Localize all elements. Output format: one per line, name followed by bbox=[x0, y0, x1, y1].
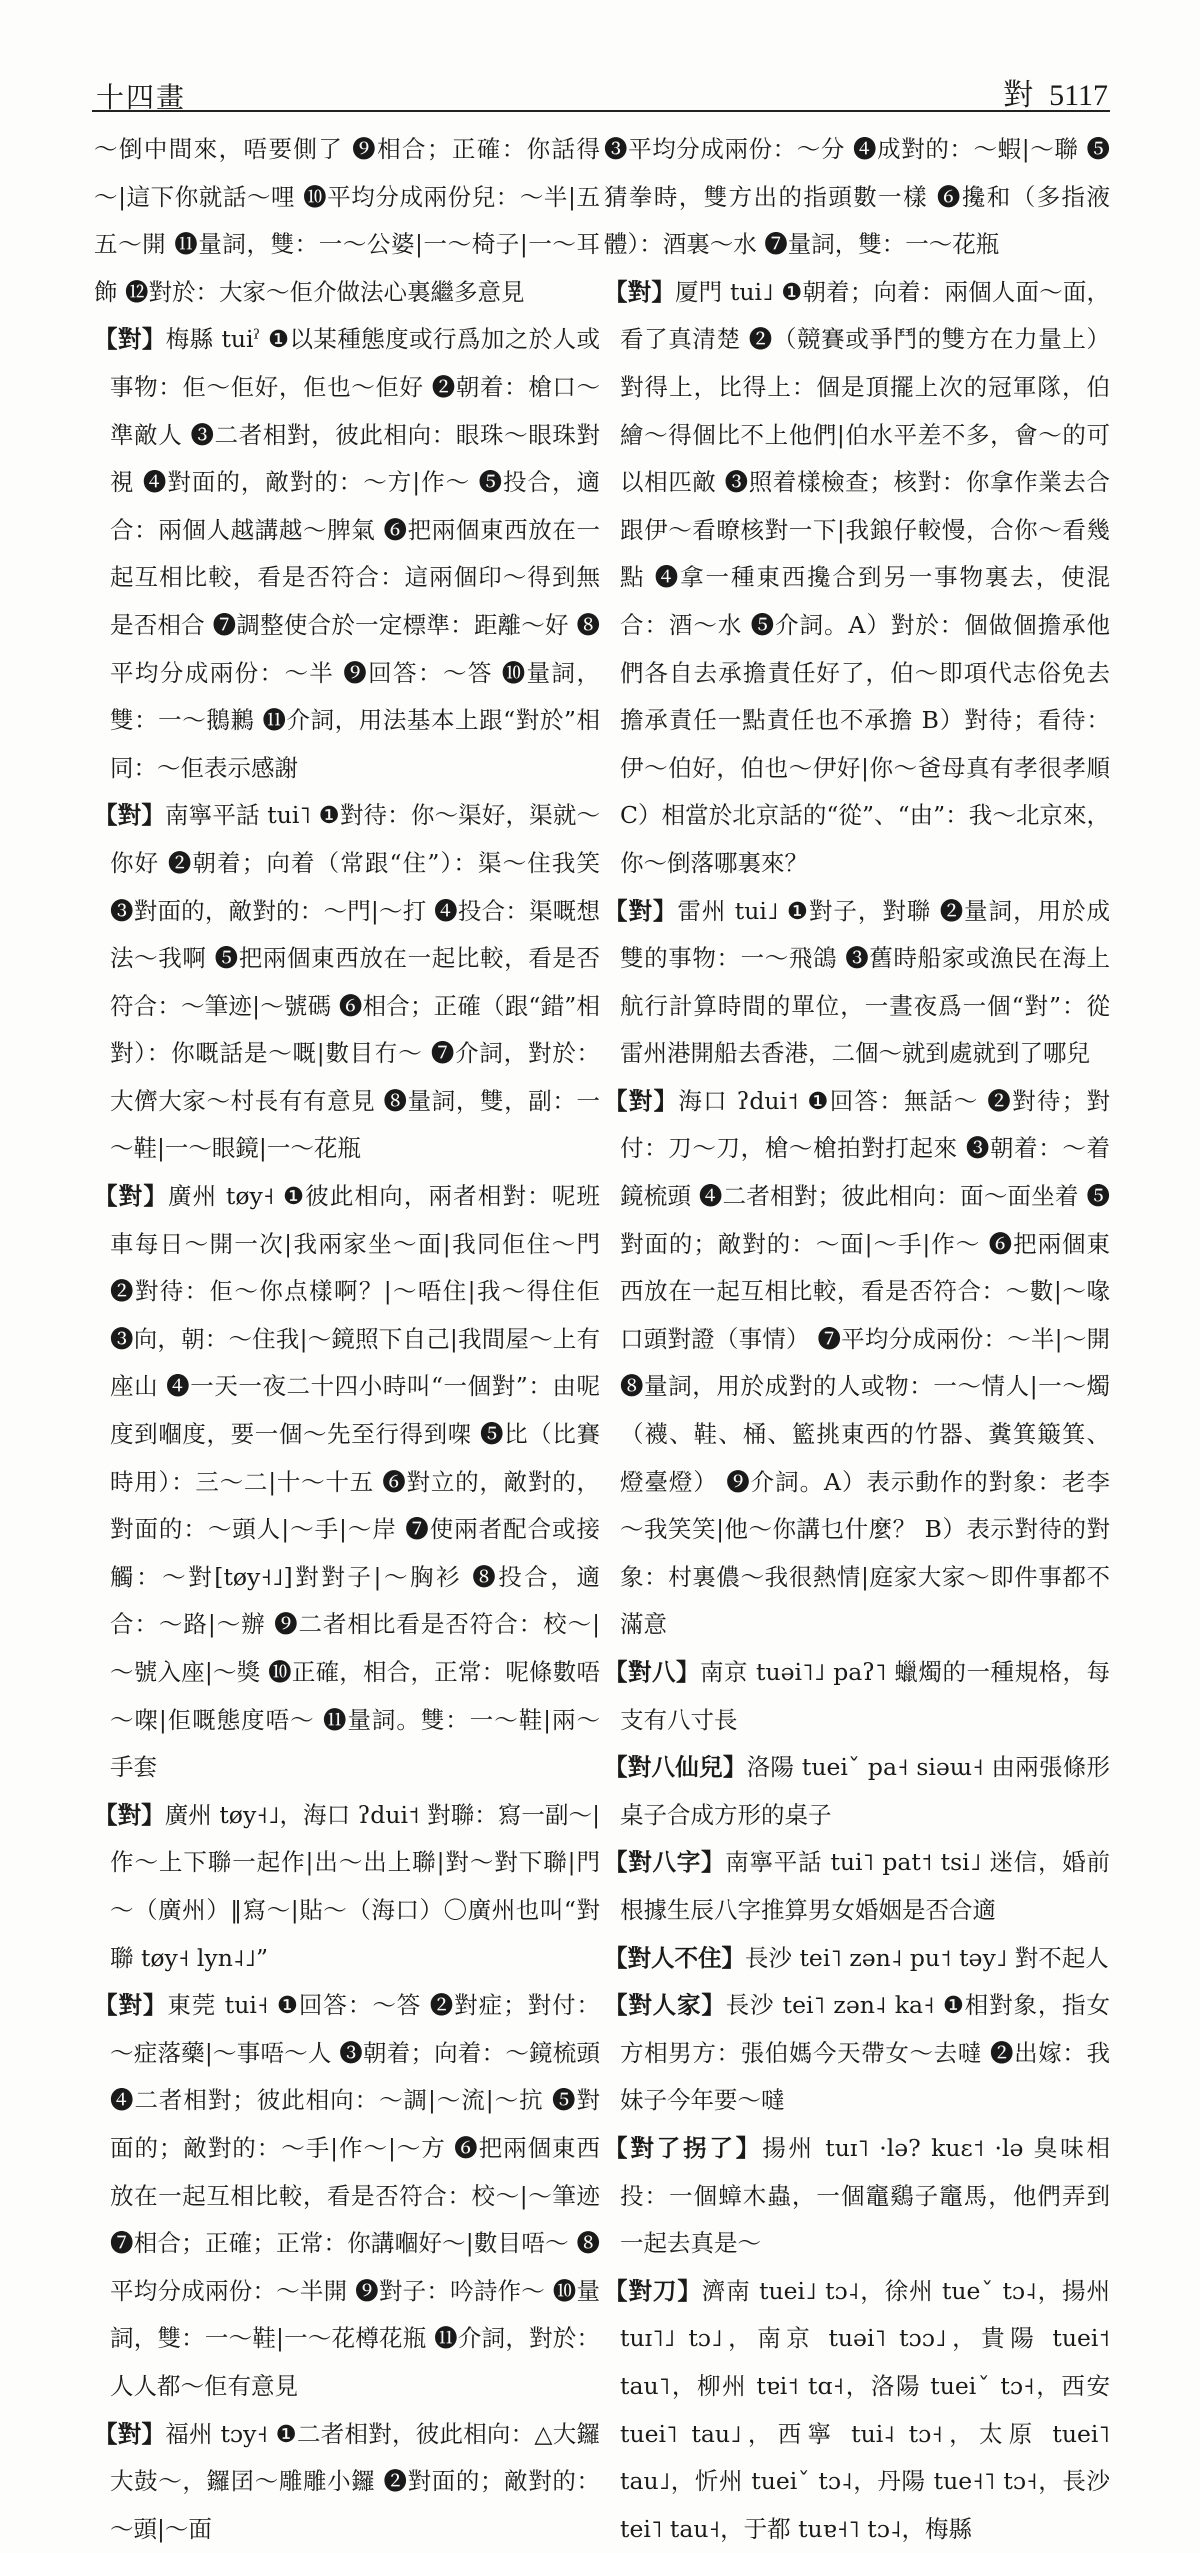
dictionary-entry bbox=[604, 888, 1110, 1078]
entry-headword: 【對】 bbox=[94, 801, 165, 829]
entry-text: 揚州 tuɪ˥ ·lə? kuɛ˦ ·lə 臭味相投：一個蟑木蟲，一個竈鷄子竈馬，他們弄到一起去真是～ bbox=[620, 2134, 1110, 2257]
entry-text: 雷州 tui˩ ❶對子，對聯 ❷量詞，用於成雙的事物：一～飛鴿 ❸舊時船家或漁民在海上航行計算時間的單位，一晝夜爲一個“對”：從雷州港開船去香港，二個～就到處就到了哪兒 bbox=[620, 897, 1110, 1068]
dictionary-entry bbox=[604, 1982, 1110, 2125]
entry-text: 南寧平話 tui˥ pat˦ tsi˩ 迷信，婚前根據生辰八字推算男女婚姻是否合適 bbox=[620, 1848, 1110, 1924]
right-column bbox=[604, 126, 1110, 1711]
entry-headword: 【對】 bbox=[94, 325, 166, 353]
dictionary-entry bbox=[604, 269, 1110, 888]
entry-text: 梅縣 tuiˀ ❶以某種態度或行爲加之於人或事物：佢～佢好，佢也～佢好 ❷朝着：槍口～準敵人 ❸二者相對，彼此相向：眼珠～眼珠對視 ❹對面的，敵對的：～方|作～ ❺投合，適合：兩個人越講越～脾氣 ❻把兩個東西放在一起互相比較，看是否符合：這兩個印～得到無是否相合 ❼調整使合於一定標準：距離～好 ❽平均分成兩份：～半 ❾回答：～答 ❿量詞，雙：一～鵝鶼 ⓫介詞，用法基本上跟“對於”相同：～佢表示感謝 bbox=[110, 325, 600, 781]
entry-text: 洛陽 tueiˇ pa˧ siəɯ˧ 由兩張條形桌子合成方形的桌子 bbox=[620, 1753, 1110, 1829]
entry-headword: 【對人不住】 bbox=[604, 1944, 745, 1972]
page-number: 5117 bbox=[1049, 79, 1108, 112]
entry-headword: 【對了拐了】 bbox=[604, 2134, 762, 2162]
entry-text: ～倒中間來，唔要側了 ❾相合；正確：你話得～|這下你就話～哩 ❿平均分成兩份兒：～半|五五～開 ⓫量詞，雙：一～公婆|一～椅子|一～耳飾 ⓬對於：大家～佢介做法心裏繼多意見 bbox=[94, 135, 600, 306]
entry-text: 海口 ʔdui˦ ❶回答：無話～ ❷對待；對付：刀～刀，槍～槍拍對打起來 ❸朝着：～着鏡梳頭 ❹二者相對；彼此相向：面～面坐着 ❺對面的；敵對的：～面|～手|作～ ❻把兩個東西放在一起互相比較，看是否符合：～數|～喙口頭對證（事情） ❼平均分成兩份：～半|～開 ❽量詞，用於成對的人或物：一～情人|一～燭（襪、鞋、桶、籃挑東西的竹器、糞箕簸箕、燈臺燈） ❾介詞。A）表示動作的對象：老李～我笑笑|他～你講乜什麼？ B）表示對待的對象：村裏儂～我很熱情|庭家大家～即件事都不滿意 bbox=[620, 1087, 1110, 1639]
entry-text: 長沙 tei˥ zən˨ pu˦ təy˩ 對不起人 bbox=[745, 1944, 1109, 1972]
entry-headword: 【對八】 bbox=[604, 1658, 700, 1686]
dictionary-entry bbox=[604, 1078, 1110, 1649]
section-label: 十四畫 bbox=[96, 76, 186, 116]
entry-headword: 【對】 bbox=[94, 1801, 165, 1829]
entry-text: 南京 tuəi˥˩ paʔ˥ 蠟燭的一種規格，每支有八寸長 bbox=[620, 1658, 1110, 1734]
dictionary-entry bbox=[94, 316, 600, 792]
dictionary-entry bbox=[604, 1649, 1110, 1744]
entry-text: 福州 tɔy˧ ❶二者相對，彼此相向：△大鑼大鼓～，鑼囝～雕雕小鑼 ❷對面的；敵對的：～頭|～面 bbox=[110, 2420, 600, 2543]
dictionary-entry bbox=[604, 1839, 1110, 1934]
entry-headword: 【對】 bbox=[604, 897, 677, 925]
dictionary-entry bbox=[604, 2125, 1110, 2268]
entry-headword: 【對】 bbox=[604, 278, 675, 306]
header-character: 對 bbox=[1003, 78, 1033, 113]
entry-text: 廣州 tøy˧ ❶彼此相向，兩者相對：呢班車每日～開一次|我兩家坐～面|我同佢住～門 ❷對待：佢～你点樣啊？|～唔住|我～得住佢 ❸向，朝：～住我|～鏡照下自己|我間屋～上有座山 ❹一天一夜二十四小時叫“一個對”：由呢度到嗰度，要一個～先至行得到㗎 ❺比（比賽時用）：三～二|十～十五 ❻對立的，敵對的，對面的：～頭人|～手|～岸 ❼使兩者配合或接觸：～對[tøy˧˩]對對子|～胸衫 ❽投合，適合：～路|～辦 ❾二者相比看是否符合：校～|～號入座|～獎 ❿正確，相合，正常：呢條數唔～㗎|佢嘅態度唔～ ⓫量詞。雙：一～鞋|兩～手套 bbox=[110, 1182, 600, 1781]
dictionary-entry bbox=[604, 2268, 1110, 2553]
left-column bbox=[94, 126, 600, 1711]
dictionary-entry bbox=[94, 1792, 600, 1982]
entry-text: 濟南 tuei˩ tɔ˨，徐州 tueˇ tɔ˨，揚州 tuɪ˥˩ tɔ˩，南京 tuəi˥ tɔɔ˩，貴陽 tuei˦ tau˥，柳州 tɐi˦ tɑ˧，洛陽 tueiˇ tɔ˧，西安 tuei˥ tau˩，西寧 tui˨ tɔ˧，太原 tuei˥ tau˩，忻州 tueiˇ tɔ˨，丹陽 tue˧˥ tɔ˧，長沙 tei˥ tau˧，于都 tuɐ˧˥ tɔ˨，梅縣 bbox=[620, 2277, 1110, 2543]
dictionary-entry bbox=[604, 1935, 1110, 1983]
entry-text: 廣州 tøy˧˩，海口 ʔdui˦ 對聯：寫一副～|作～上下聯一起作|出～出上聯|對～對下聯|門～（廣州）‖寫～|貼～（海口）〇廣州也叫“對聯 tøy˧ lyn˨˩” bbox=[110, 1801, 600, 1972]
entry-text: 厦門 tui˩ ❶朝着；向着：兩個人面～面，看了真清楚 ❷（競賽或爭鬥的雙方在力量上）對得上，比得上：個是頂擺上次的冠軍隊，伯繪～得個比不上他們|伯水平差不多，會～的可以相匹敵 ❸照着樣檢查；核對：你拿作業去合跟伊～看暸核對一下|我鋃仔較慢，合你～看幾點 ❹拿一種東西攙合到另一事物裏去，使混合：酒～水 ❺介詞。A）對於：個做個擔承他們各自去承擔責任好了，伯～即項代志俗免去擔承責任一點責任也不承擔 B）對待；看待：伊～伯好，伯也～伊好|你～爸母真有孝很孝順 C）相當於北京話的“從”、“由”：我～北京來，你～倒落哪裏來？ bbox=[620, 278, 1110, 877]
entry-headword: 【對】 bbox=[94, 2420, 165, 2448]
dictionary-entry bbox=[604, 126, 1110, 269]
entry-text: ❸平均分成兩份：～分 ❹成對的：～蝦|～聯 ❺猜拳時，雙方出的指頭數一樣 ❻攙和（多指液體）：酒裏～水 ❼量詞，雙：一～花瓶 bbox=[604, 135, 1110, 258]
entry-headword: 【對人家】 bbox=[604, 1991, 726, 2019]
dictionary-entry bbox=[604, 1744, 1110, 1839]
dictionary-entry bbox=[94, 1173, 600, 1792]
page-header bbox=[92, 62, 1110, 112]
entry-headword: 【對刀】 bbox=[604, 2277, 702, 2305]
entry-text: 東莞 tui˧ ❶回答：～答 ❷對症；對付：～症落藥|～事唔～人 ❸朝着；向着：～鏡梳頭 ❹二者相對；彼此相向：～調|～流|～抗 ❺對面的；敵對的：～手|作～|～方 ❻把兩個東西放在一起互相比較，看是否符合：校～|～筆迹 ❼相合；正確；正常：你講嗰好～|數目唔～ ❽平均分成兩份：～半開 ❾對子：吟詩作～ ❿量詞，雙：一～鞋|一～花樽花瓶 ⓫介詞，對於：人人都～佢有意見 bbox=[110, 1991, 600, 2400]
dictionary-entry bbox=[94, 1982, 600, 2410]
dictionary-entry bbox=[94, 792, 600, 1173]
entry-headword: 【對八仙兒】 bbox=[604, 1753, 747, 1781]
entry-text: 長沙 tei˥ zən˨ ka˧ ❶相對象，指女方相男方：張伯媽今天帶女～去噠 ❷出嫁：我妹子今年要～噠 bbox=[620, 1991, 1110, 2114]
entry-text: 南寧平話 tui˥ ❶對待：你～渠好，渠就～你好 ❷朝着；向着（常跟“住”）：渠～住我笑 ❸對面的，敵對的：～門|～打 ❹投合：渠嘅想法～我啊 ❺把兩個東西放在一起比較，看是否符合：～筆迹|～號碼 ❻相合；正確（跟“錯”相對）：你嘅話是～嘅|數目冇～ ❼介詞，對於：大儕大家～村長有有意見 ❽量詞，雙，副：一～鞋|一～眼鏡|一～花瓶 bbox=[110, 801, 600, 1162]
entry-headword: 【對】 bbox=[94, 1991, 167, 2019]
entry-headword: 【對八字】 bbox=[604, 1848, 725, 1876]
page-heading bbox=[1003, 70, 1108, 114]
entry-headword: 【對】 bbox=[94, 1182, 168, 1210]
dictionary-entry bbox=[94, 2411, 600, 2553]
dictionary-entry bbox=[94, 126, 600, 316]
entry-headword: 【對】 bbox=[604, 1087, 678, 1115]
